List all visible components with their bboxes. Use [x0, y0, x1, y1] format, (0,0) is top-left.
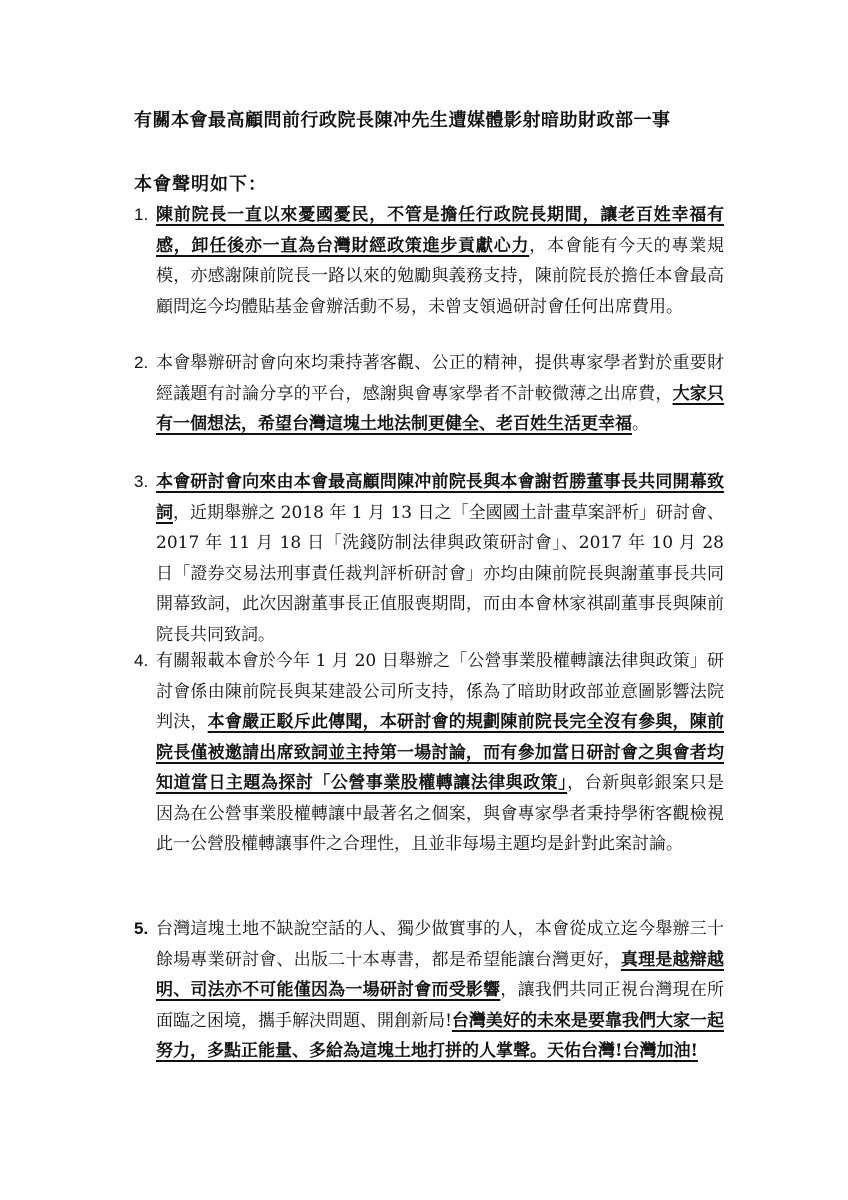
- plain-text: ，讓我們共同正視台灣現在所面臨之困境，攜手解決問題、開創新局!: [156, 980, 724, 1031]
- statement-intro: 本會聲明如下：: [134, 174, 267, 195]
- plain-text: 台灣這塊土地不缺說空話的人、獨少做實事的人，本會從成立迄今舉辦三十餘場專業研討會、出版二十本專書，都是希望能讓台灣更好，: [156, 919, 724, 970]
- item-text: [156, 646, 724, 860]
- item-text: [156, 467, 724, 650]
- plain-text: 。: [632, 414, 649, 434]
- statement-item-3: [134, 467, 724, 650]
- emphasized-text: 真理是越辯越明、司法亦不可能僅因為一場研討會而受影響: [156, 949, 724, 1000]
- statement-item-1: [134, 200, 724, 322]
- statement-item-5: [134, 914, 724, 1067]
- item-text: [156, 914, 724, 1067]
- emphasized-text: 台灣美好的未來是要靠我們大家一起努力，多點正能量、多給為這塊土地打拼的人掌聲。天佑台灣!台灣加油!: [156, 1010, 724, 1061]
- item-text: [156, 200, 724, 322]
- emphasized-text: 陳前院長一直以來憂國憂民，不管是擔任行政院長期間，讓老百姓幸福有感，卸任後亦一直為台灣財經政策進步貢獻心力: [156, 205, 724, 256]
- item-number: 2.: [134, 353, 149, 372]
- plain-text: ，本會能有今天的專業規模，亦感謝陳前院長一路以來的勉勵與義務支持，陳前院長於擔任本會最高顧問迄今均體貼基金會辦活動不易，未曾支領過研討會任何出席費用。: [156, 235, 725, 317]
- item-number: 1.: [134, 205, 149, 224]
- item-number: 3.: [134, 472, 149, 491]
- plain-text: 有關報載本會於今年 1 月 20 日舉辦之「公營事業股權轉讓法律與政策」研討會係由陳前院長與某建設公司所支持，係為了暗助財政部並意圖影響法院判決，: [156, 651, 724, 732]
- document-title: 有關本會最高顧問前行政院長陳冲先生遭媒體影射暗助財政部一事: [134, 110, 671, 131]
- item-text: [156, 348, 724, 440]
- emphasized-text: 本會研討會向來由本會最高顧問陳冲前院長與本會謝哲勝董事長共同開幕致詞: [156, 472, 724, 523]
- statement-item-4: [134, 646, 724, 860]
- statement-item-2: [134, 348, 724, 440]
- plain-text: ，台新與彰銀案只是因為在公營事業股權轉讓中最著名之個案，與會專家學者秉持學術客觀檢視此一公營股權轉讓事件之合理性，且並非每場主題均是針對此案討論。: [156, 773, 724, 854]
- emphasized-text: 大家只有一個想法，希望台灣這塊土地法制更健全、老百姓生活更幸福: [156, 383, 724, 434]
- item-number: 5.: [134, 919, 149, 938]
- plain-text: ，近期舉辦之 2018 年 1 月 13 日之「全國國土計畫草案評析」研討會、2017 年 11 月 18 日「洗錢防制法律與政策研討會」、2017 年 10 月 28 日「證券交易法刑事責任裁判評析研討會」亦均由陳前院長與謝董事長共同開幕致詞，此次因謝董事長正值服喪期間，而由本會林家祺副董事長與陳前院長共同致詞。: [156, 502, 724, 645]
- emphasized-text: 本會嚴正駁斥此傳聞，本研討會的規劃陳前院長完全沒有參與，陳前院長僅被邀請出席致詞並主持第一場討論，而有參加當日研討會之與會者均知道當日主題為探討「公營事業股權轉讓法律與政策」: [156, 712, 724, 793]
- item-number: 4.: [134, 651, 149, 670]
- plain-text: 本會舉辦研討會向來均秉持著客觀、公正的精神，提供專家學者對於重要財經議題有討論分享的平台，感謝與會專家學者不計較微薄之出席費，: [156, 353, 724, 404]
